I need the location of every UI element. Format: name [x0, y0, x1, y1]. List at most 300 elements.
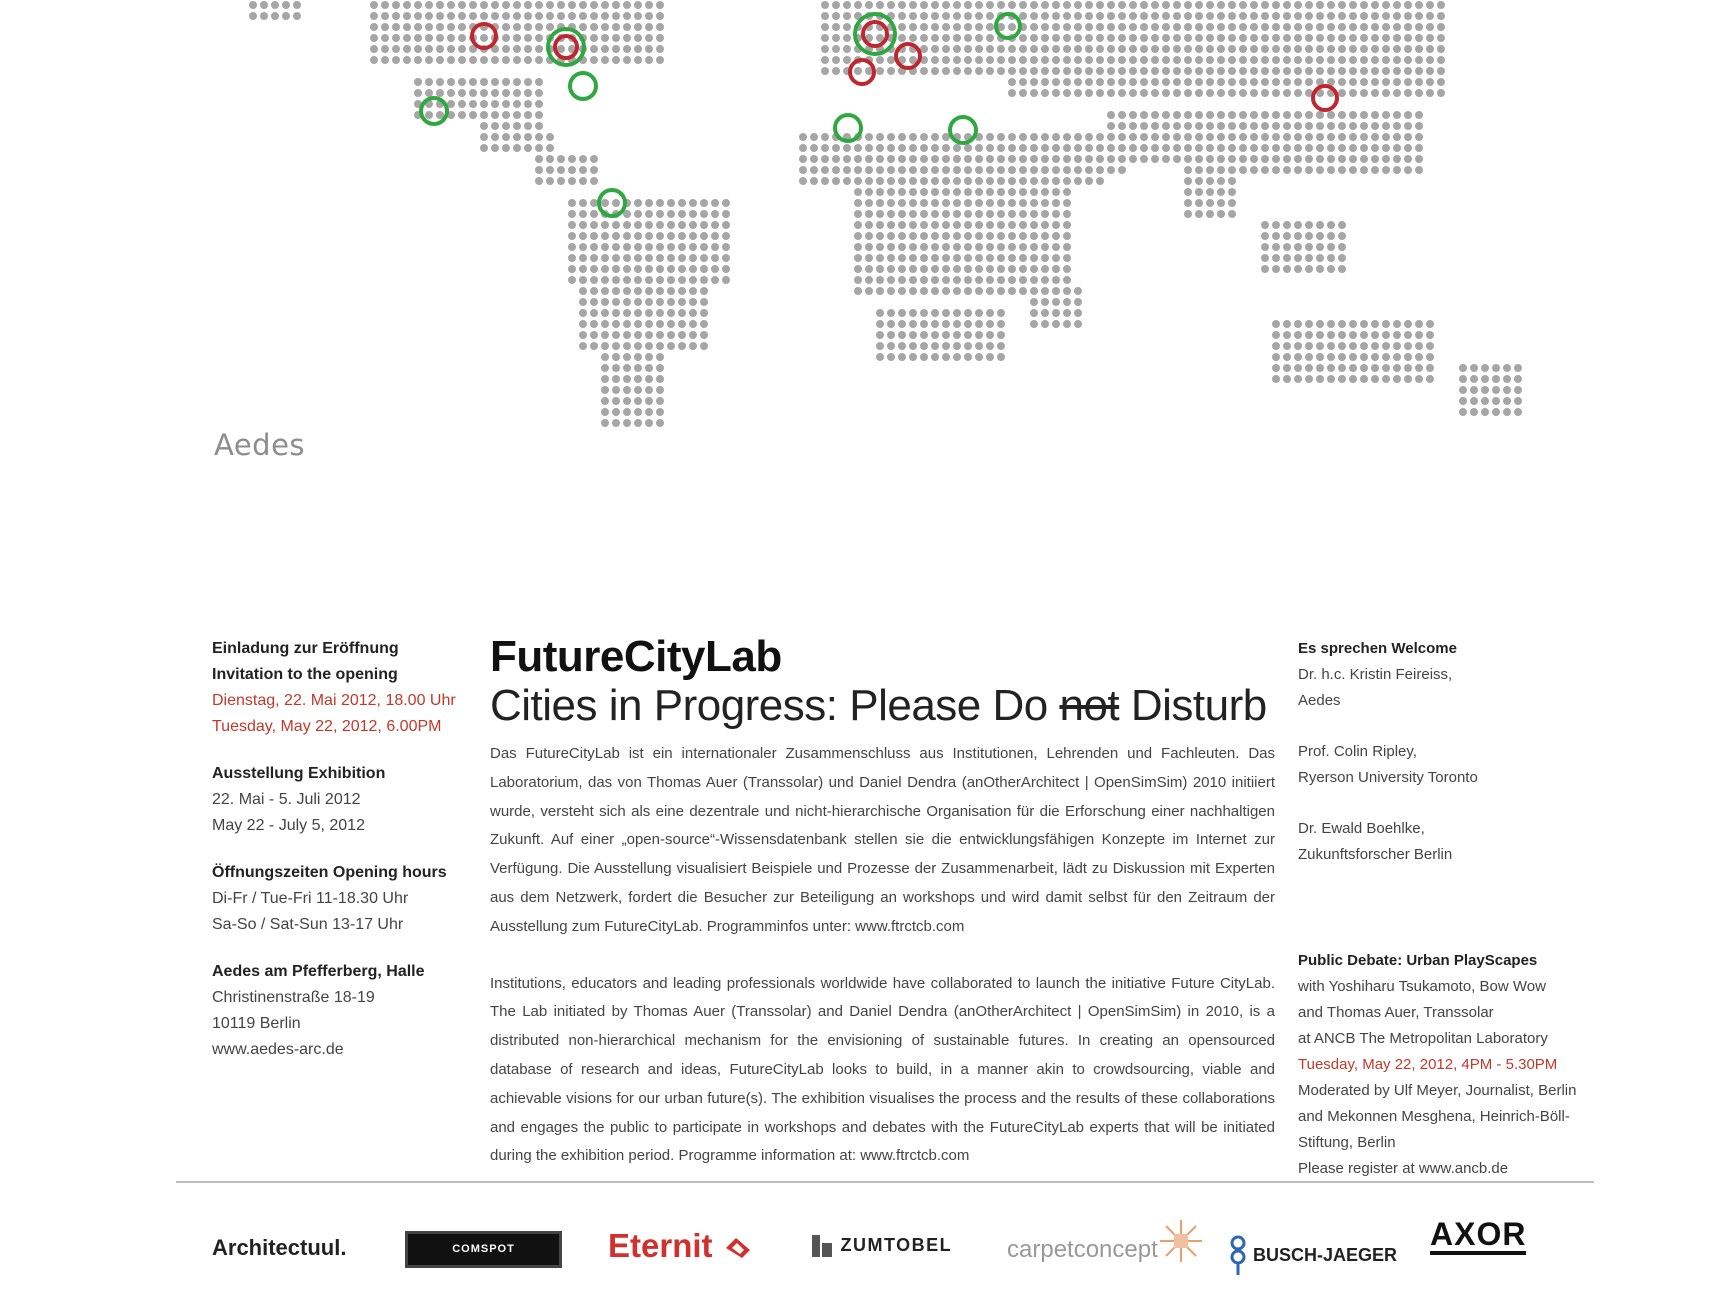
map-land-dot [612, 45, 620, 53]
map-land-dot [480, 89, 488, 97]
map-land-dot [1030, 133, 1038, 141]
map-land-dot [623, 375, 631, 383]
map-land-dot [491, 133, 499, 141]
map-land-dot [1041, 133, 1049, 141]
map-land-dot [986, 353, 994, 361]
map-land-dot [1129, 122, 1137, 130]
map-land-dot [1118, 89, 1126, 97]
map-land-dot [656, 12, 664, 20]
map-land-dot [810, 133, 818, 141]
map-land-dot [843, 1, 851, 9]
map-land-dot [1052, 188, 1060, 196]
map-land-dot [1349, 111, 1357, 119]
map-land-dot [821, 1, 829, 9]
map-land-dot [821, 12, 829, 20]
map-land-dot [832, 34, 840, 42]
map-land-dot [1239, 1, 1247, 9]
map-land-dot [1184, 1, 1192, 9]
map-land-dot [1305, 331, 1313, 339]
map-land-dot [1371, 45, 1379, 53]
map-land-dot [876, 1, 884, 9]
map-land-dot [722, 276, 730, 284]
map-land-dot [909, 320, 917, 328]
map-land-dot [843, 12, 851, 20]
map-land-dot [1261, 23, 1269, 31]
map-land-dot [590, 34, 598, 42]
map-land-dot [568, 177, 576, 185]
map-land-dot [1415, 364, 1423, 372]
busch-jaeger-mark-icon [1228, 1235, 1248, 1277]
map-land-dot [942, 155, 950, 163]
map-land-dot [700, 320, 708, 328]
map-land-dot [1074, 320, 1082, 328]
map-land-dot [1382, 34, 1390, 42]
map-land-dot [821, 144, 829, 152]
map-land-dot [964, 353, 972, 361]
map-land-dot [942, 1, 950, 9]
map-land-dot [909, 177, 917, 185]
map-land-dot [1173, 56, 1181, 64]
map-land-dot [975, 12, 983, 20]
map-land-dot [1316, 34, 1324, 42]
map-land-dot [1030, 67, 1038, 75]
map-land-dot [590, 309, 598, 317]
map-land-dot [645, 56, 653, 64]
map-land-dot [1030, 287, 1038, 295]
map-land-dot [909, 309, 917, 317]
map-land-dot [524, 100, 532, 108]
map-land-dot [1327, 265, 1335, 273]
map-land-dot [249, 12, 257, 20]
map-land-dot [1118, 144, 1126, 152]
map-land-dot [1426, 364, 1434, 372]
map-land-dot [1184, 34, 1192, 42]
map-land-dot [469, 111, 477, 119]
map-land-dot [480, 34, 488, 42]
map-land-dot [623, 1, 631, 9]
map-land-dot [1514, 364, 1522, 372]
map-land-dot [1118, 111, 1126, 119]
map-land-dot [1162, 45, 1170, 53]
map-land-dot [1305, 232, 1313, 240]
zumtobel-logo [812, 1235, 952, 1257]
map-land-dot [1338, 254, 1346, 262]
speaker-2-org: Ryerson University Toronto [1298, 769, 1478, 786]
map-land-dot [590, 232, 598, 240]
map-land-dot [656, 56, 664, 64]
map-land-dot [942, 166, 950, 174]
map-land-dot [843, 166, 851, 174]
map-land-dot [1129, 144, 1137, 152]
map-land-dot [590, 265, 598, 273]
map-land-dot [1294, 353, 1302, 361]
map-land-dot [1338, 133, 1346, 141]
map-land-dot [1294, 122, 1302, 130]
map-land-dot [1283, 56, 1291, 64]
map-land-dot [1162, 67, 1170, 75]
map-land-dot [458, 78, 466, 86]
map-land-dot [1052, 177, 1060, 185]
map-land-dot [931, 155, 939, 163]
map-land-dot [1261, 34, 1269, 42]
map-land-dot [1085, 78, 1093, 86]
map-land-dot [414, 34, 422, 42]
map-land-dot [469, 78, 477, 86]
map-land-dot [1272, 34, 1280, 42]
map-land-dot [953, 353, 961, 361]
map-land-dot [370, 12, 378, 20]
map-land-dot [1030, 45, 1038, 53]
map-land-dot [568, 276, 576, 284]
map-land-dot [1030, 265, 1038, 273]
map-land-dot [942, 342, 950, 350]
map-land-dot [722, 210, 730, 218]
map-land-dot [403, 56, 411, 64]
map-land-dot [975, 287, 983, 295]
map-land-dot [1206, 78, 1214, 86]
map-land-dot [579, 221, 587, 229]
map-land-dot [1195, 67, 1203, 75]
map-land-dot [1228, 12, 1236, 20]
map-land-dot [579, 287, 587, 295]
map-land-dot [1129, 78, 1137, 86]
map-land-dot [1052, 166, 1060, 174]
map-land-dot [667, 254, 675, 262]
map-land-dot [425, 89, 433, 97]
map-land-dot [1503, 375, 1511, 383]
map-land-dot [1294, 12, 1302, 20]
map-land-dot [1393, 89, 1401, 97]
map-land-dot [1008, 78, 1016, 86]
map-land-dot [711, 243, 719, 251]
map-land-dot [1349, 342, 1357, 350]
map-land-dot [1008, 232, 1016, 240]
map-land-dot [909, 144, 917, 152]
map-land-dot [1052, 254, 1060, 262]
map-land-dot [634, 210, 642, 218]
map-land-dot [1514, 408, 1522, 416]
map-land-dot [1327, 67, 1335, 75]
map-land-dot [1415, 331, 1423, 339]
map-land-dot [1283, 342, 1291, 350]
map-land-dot [1371, 375, 1379, 383]
map-land-dot [502, 78, 510, 86]
map-land-dot [953, 221, 961, 229]
map-land-dot [997, 45, 1005, 53]
map-land-dot [1404, 144, 1412, 152]
map-land-dot [1217, 155, 1225, 163]
map-land-dot [678, 320, 686, 328]
map-land-dot [656, 364, 664, 372]
map-land-dot [1217, 210, 1225, 218]
map-land-dot [645, 397, 653, 405]
map-land-dot [645, 210, 653, 218]
map-land-dot [1041, 12, 1049, 20]
map-land-dot [1206, 155, 1214, 163]
map-land-dot [601, 419, 609, 427]
map-land-dot [524, 133, 532, 141]
map-land-dot [1195, 78, 1203, 86]
map-land-dot [854, 232, 862, 240]
map-land-dot [458, 111, 466, 119]
map-land-dot [700, 331, 708, 339]
map-marker-red [896, 44, 920, 68]
map-land-dot [821, 67, 829, 75]
map-land-dot [1228, 56, 1236, 64]
map-land-dot [843, 23, 851, 31]
map-land-dot [1162, 1, 1170, 9]
venue-street: Christinenstraße 18-19 [212, 989, 375, 1006]
map-land-dot [1173, 111, 1181, 119]
map-land-dot [1393, 34, 1401, 42]
map-land-dot [1404, 78, 1412, 86]
opening-hours-weekday: Di-Fr / Tue-Fri 11-18.30 Uhr [212, 890, 409, 907]
map-land-dot [1118, 67, 1126, 75]
map-land-dot [1052, 155, 1060, 163]
debate-register-link[interactable]: Please register at www.ancb.de [1298, 1160, 1509, 1177]
map-land-dot [678, 287, 686, 295]
map-land-dot [1481, 386, 1489, 394]
map-land-dot [568, 265, 576, 273]
map-land-dot [623, 56, 631, 64]
map-land-dot [1184, 199, 1192, 207]
map-land-dot [590, 243, 598, 251]
map-land-dot [568, 221, 576, 229]
map-land-dot [1316, 111, 1324, 119]
map-land-dot [964, 67, 972, 75]
map-land-dot [1184, 166, 1192, 174]
map-land-dot [1107, 166, 1115, 174]
map-land-dot [1019, 287, 1027, 295]
map-land-dot [403, 34, 411, 42]
map-land-dot [997, 155, 1005, 163]
map-land-dot [854, 243, 862, 251]
map-land-dot [997, 188, 1005, 196]
map-land-dot [964, 331, 972, 339]
map-land-dot [799, 155, 807, 163]
map-land-dot [1206, 34, 1214, 42]
map-land-dot [1217, 23, 1225, 31]
map-land-dot [975, 144, 983, 152]
map-land-dot [645, 221, 653, 229]
map-land-dot [920, 254, 928, 262]
map-land-dot [1228, 155, 1236, 163]
map-land-dot [942, 199, 950, 207]
map-land-dot [700, 232, 708, 240]
map-land-dot [1030, 177, 1038, 185]
map-land-dot [1096, 133, 1104, 141]
speaker-3-name: Dr. Ewald Boehlke, [1298, 820, 1425, 837]
map-land-dot [568, 155, 576, 163]
map-land-dot [898, 232, 906, 240]
map-land-dot [854, 67, 862, 75]
map-land-dot [1184, 67, 1192, 75]
map-land-dot [634, 375, 642, 383]
map-land-dot [425, 34, 433, 42]
page-title: FutureCityLab [490, 632, 782, 681]
map-land-dot [1019, 89, 1027, 97]
map-land-dot [953, 1, 961, 9]
map-land-dot [1140, 133, 1148, 141]
map-land-dot [1426, 78, 1434, 86]
map-land-dot [997, 1, 1005, 9]
map-land-dot [1437, 56, 1445, 64]
map-land-dot [1239, 89, 1247, 97]
footer-divider [176, 1181, 1594, 1183]
map-land-dot [436, 56, 444, 64]
map-land-dot [1074, 78, 1082, 86]
map-land-dot [612, 397, 620, 405]
map-land-dot [898, 199, 906, 207]
map-land-dot [260, 12, 268, 20]
map-land-dot [1426, 331, 1434, 339]
map-land-dot [1305, 342, 1313, 350]
map-land-dot [1514, 397, 1522, 405]
map-land-dot [1041, 221, 1049, 229]
map-land-dot [1052, 287, 1060, 295]
map-land-dot [1217, 78, 1225, 86]
map-land-dot [1272, 133, 1280, 141]
map-land-dot [1030, 144, 1038, 152]
map-land-dot [975, 67, 983, 75]
map-land-dot [1470, 386, 1478, 394]
map-land-dot [942, 210, 950, 218]
map-land-dot [678, 276, 686, 284]
map-land-dot [1063, 67, 1071, 75]
map-land-dot [1063, 177, 1071, 185]
map-land-dot [1327, 144, 1335, 152]
map-land-dot [1481, 408, 1489, 416]
map-land-dot [601, 397, 609, 405]
description-german: Das FutureCityLab ist ein internationaler Zusammenschluss aus Institutionen, Lehrenden und Fachleuten. Das Laboratorium, das von Thomas Auer (Transsolar) und Daniel Dendra (anOtherArchitect | OpenSimSim) 2010 initiiert wurde, versteht sich als eine dezentrale und nicht-hierarchische Organisation für die Erforschung einer nachhaltigen Zukunft. Auf einer „open-source“-Wissensdatenbank stellen sie die entwicklungsfähigen Konzepte im Internet zur Verfügung. Die Ausstellung visualisiert Beispiele und Prozesse der Zusammenarbeit, lädt zu Diskussion mit Experten aus dem Netzwerk, fordert die Besucher zur Beteiligung an workshops und wird damit selbst für den Zeitraum der Ausstellung zum FutureCityLab. Programminfos unter: www.ftrctcb.com [490, 745, 1275, 935]
map-land-dot [1316, 67, 1324, 75]
map-land-dot [920, 221, 928, 229]
map-land-dot [1272, 353, 1280, 361]
map-land-dot [1393, 364, 1401, 372]
map-land-dot [909, 232, 917, 240]
map-land-dot [1272, 364, 1280, 372]
map-land-dot [1085, 89, 1093, 97]
map-land-dot [381, 23, 389, 31]
venue-website-link[interactable]: www.aedes-arc.de [212, 1041, 344, 1058]
map-land-dot [1184, 56, 1192, 64]
map-land-dot [689, 265, 697, 273]
map-land-dot [1085, 166, 1093, 174]
map-land-dot [898, 166, 906, 174]
map-land-dot [964, 166, 972, 174]
map-land-dot [249, 1, 257, 9]
map-land-dot [1206, 122, 1214, 130]
map-land-dot [1239, 23, 1247, 31]
map-land-dot [1085, 177, 1093, 185]
map-land-dot [491, 100, 499, 108]
map-land-dot [645, 287, 653, 295]
map-land-dot [1085, 133, 1093, 141]
map-land-dot [887, 199, 895, 207]
map-land-dot [502, 133, 510, 141]
map-land-dot [458, 89, 466, 97]
map-land-dot [1261, 12, 1269, 20]
map-land-dot [986, 166, 994, 174]
map-land-dot [1305, 111, 1313, 119]
map-land-dot [1349, 78, 1357, 86]
map-land-dot [1151, 56, 1159, 64]
map-land-dot [909, 243, 917, 251]
map-land-dot [975, 265, 983, 273]
map-land-dot [1052, 199, 1060, 207]
map-land-dot [1338, 34, 1346, 42]
map-land-dot [1030, 221, 1038, 229]
map-land-dot [1217, 1, 1225, 9]
map-land-dot [975, 309, 983, 317]
map-land-dot [1283, 364, 1291, 372]
map-land-dot [722, 199, 730, 207]
map-land-dot [1371, 331, 1379, 339]
map-land-dot [1129, 23, 1137, 31]
map-land-dot [1206, 133, 1214, 141]
map-land-dot [1272, 331, 1280, 339]
map-land-dot [579, 320, 587, 328]
map-land-dot [1195, 111, 1203, 119]
map-land-dot [1118, 1, 1126, 9]
venue-city: 10119 Berlin [212, 1015, 301, 1032]
map-land-dot [1349, 67, 1357, 75]
map-land-dot [1085, 67, 1093, 75]
map-land-dot [1437, 23, 1445, 31]
map-land-dot [623, 287, 631, 295]
map-land-dot [656, 320, 664, 328]
map-land-dot [975, 177, 983, 185]
map-land-dot [975, 1, 983, 9]
map-land-dot [964, 276, 972, 284]
map-land-dot [832, 67, 840, 75]
map-land-dot [953, 166, 961, 174]
map-land-dot [1327, 1, 1335, 9]
map-land-dot [931, 221, 939, 229]
map-land-dot [1382, 23, 1390, 31]
map-land-dot [1052, 89, 1060, 97]
map-land-dot [1019, 155, 1027, 163]
map-land-dot [1140, 144, 1148, 152]
map-land-dot [1052, 320, 1060, 328]
map-land-dot [1327, 111, 1335, 119]
map-land-dot [1019, 232, 1027, 240]
map-land-dot [1415, 67, 1423, 75]
map-land-dot [909, 199, 917, 207]
map-land-dot [425, 78, 433, 86]
map-land-dot [381, 56, 389, 64]
map-land-dot [1393, 320, 1401, 328]
map-land-dot [656, 298, 664, 306]
map-land-dot [502, 122, 510, 130]
map-land-dot [1085, 144, 1093, 152]
map-land-dot [1404, 1, 1412, 9]
map-land-dot [469, 89, 477, 97]
map-land-dot [1338, 12, 1346, 20]
map-land-dot [1294, 45, 1302, 53]
map-land-dot [1327, 221, 1335, 229]
map-land-dot [1349, 1, 1357, 9]
map-land-dot [909, 221, 917, 229]
map-land-dot [920, 199, 928, 207]
map-land-dot [513, 89, 521, 97]
map-land-dot [1371, 320, 1379, 328]
map-land-dot [898, 144, 906, 152]
map-land-dot [1426, 320, 1434, 328]
map-land-dot [645, 298, 653, 306]
map-land-dot [1404, 34, 1412, 42]
map-land-dot [1393, 12, 1401, 20]
